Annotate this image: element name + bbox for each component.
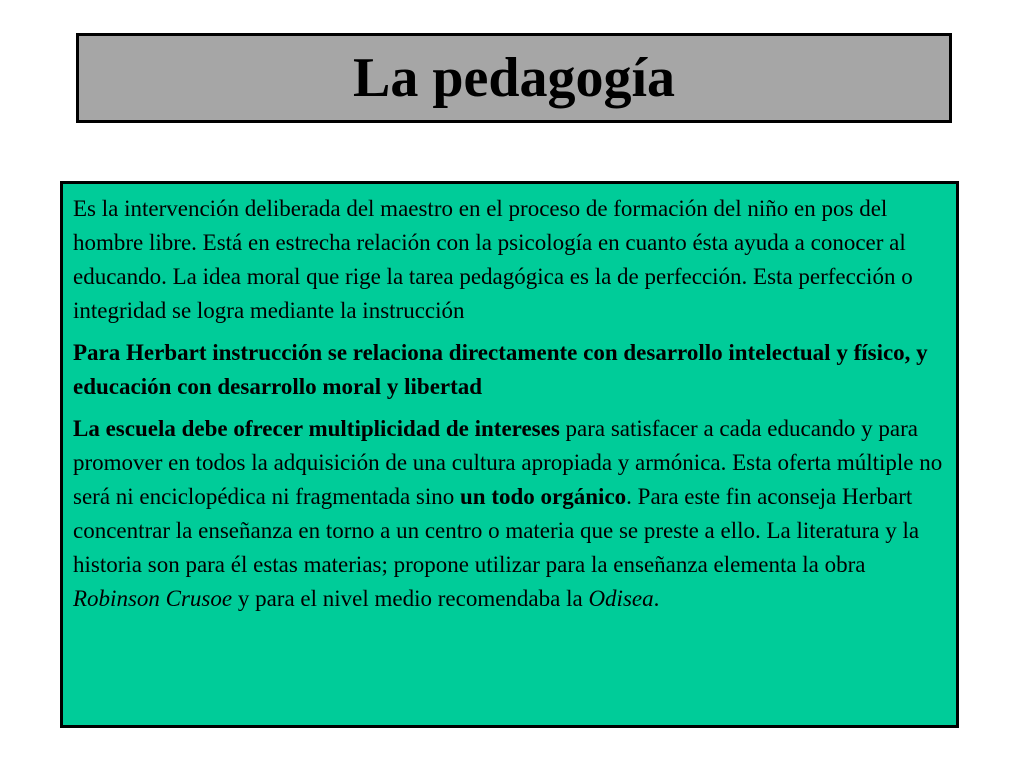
herbart-statement: Para Herbart instrucción se relaciona directamente con desarrollo intelectual y físico, y educación con desarrollo moral y libertad <box>73 340 928 399</box>
school-text-c: y para el nivel medio recomendaba la <box>232 586 589 611</box>
title-box <box>76 33 952 123</box>
content-box <box>60 181 959 728</box>
school-lead-bold: La escuela debe ofrecer multiplicidad de intereses <box>73 416 560 441</box>
paragraph-herbart <box>73 336 946 404</box>
school-text-d: . <box>653 586 660 611</box>
slide-title: La pedagogía <box>352 47 676 109</box>
odisea-title: Odisea <box>588 586 654 611</box>
school-text-b: . Para este fin aconseja Herbart concentrar la enseñanza en torno a un centro o materia que se preste a ello. La literatura y la historia son para él estas materias; propone utilizar para la enseñanza elementa la obra <box>73 484 920 577</box>
school-text-a: para satisfacer a cada educando y para promover en todos la adquisición de una cultura apropiada y armónica. Esta oferta múltiple no será ni enciclopédica ni fragmentada sino <box>73 416 943 509</box>
organic-whole-bold: un todo orgánico <box>460 484 627 509</box>
paragraph-definition: Es la intervención deliberada del maestro en el proceso de formación del niño en pos del hombre libre. Está en estrecha relación con la psicología en cuanto ésta ayuda a conocer al educando. La idea moral que rige la tarea pedagógica es la de perfección. Esta perfección o integridad se logra mediante la instrucción <box>73 196 913 323</box>
paragraph-school <box>73 412 946 616</box>
robinson-crusoe-title: Robinson Crusoe <box>73 586 233 611</box>
